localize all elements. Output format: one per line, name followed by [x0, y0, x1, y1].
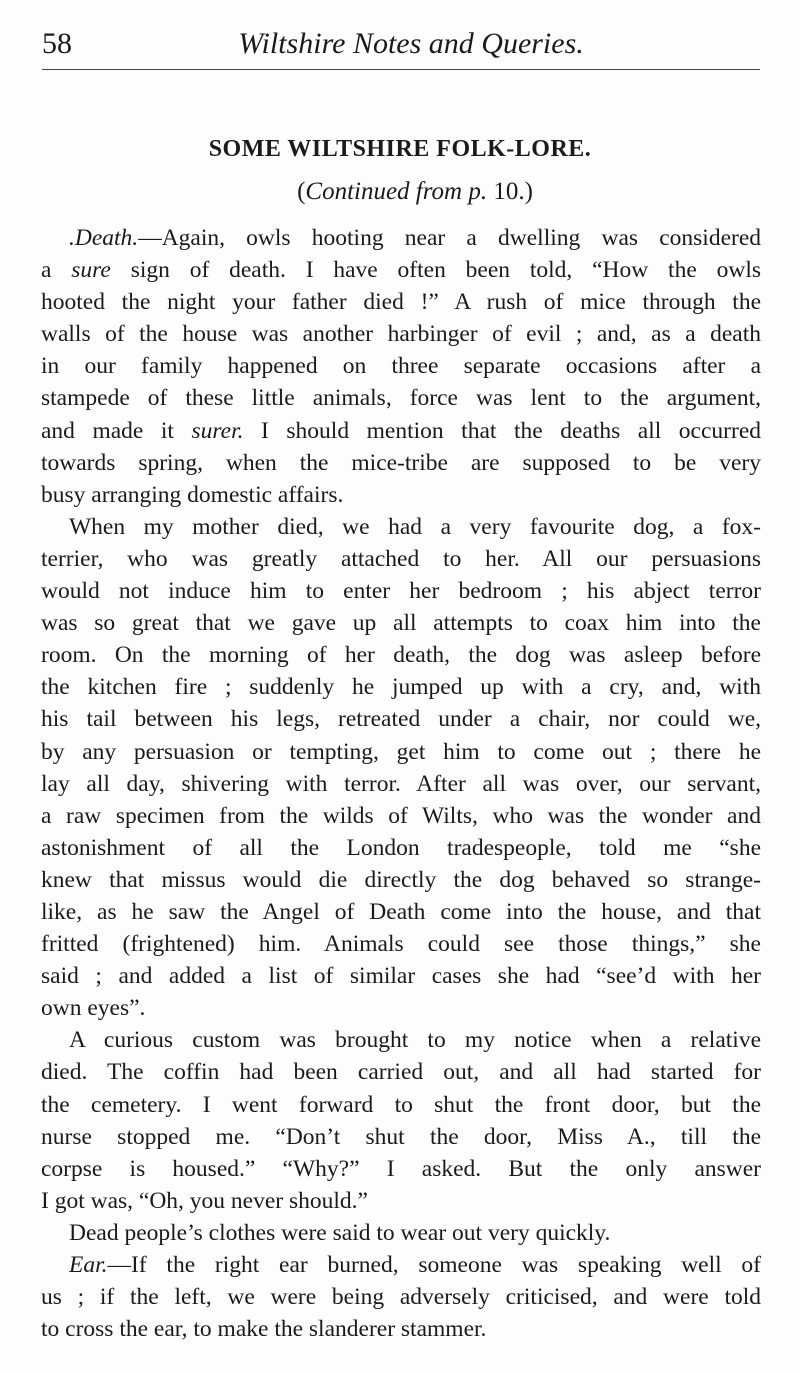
text-line — [41, 1281, 761, 1313]
italic-text: sure — [71, 257, 111, 284]
text-line — [41, 1217, 761, 1249]
text-line — [41, 286, 761, 318]
text-run: stampede of these little animals, force was lent to the argument, — [41, 385, 761, 412]
text-line — [41, 575, 761, 607]
text-run: to cross the ear, to make the slanderer stammer. — [41, 1316, 487, 1343]
text-run: —If the right ear burned, someone was speaking well of — [107, 1252, 761, 1278]
text-run: —Again, owls hooting near a dwelling was considered — [138, 225, 761, 251]
text-line — [41, 960, 761, 992]
text-line — [41, 800, 761, 832]
text-line — [41, 1185, 761, 1217]
text-run: towards spring, when the mice-tribe are supposed to be very — [41, 449, 761, 476]
page-header — [42, 22, 760, 66]
text-line — [41, 318, 761, 350]
italic-text: .Death. — [69, 225, 139, 251]
text-line — [41, 1089, 761, 1121]
text-line — [41, 1121, 761, 1153]
italic-text: surer. — [191, 417, 244, 444]
text-run: nurse stopped me. “Don’t shut the door, Miss A., till the — [41, 1123, 761, 1150]
text-line — [41, 543, 761, 575]
text-line — [41, 1024, 761, 1056]
text-run: the cemetery. I went forward to shut the front door, but the — [41, 1091, 761, 1118]
text-line — [41, 350, 761, 382]
text-run: died. The coffin had been carried out, and all had started for — [41, 1059, 761, 1086]
text-run: corpse is housed.” “Why?” I asked. But the only answer — [41, 1155, 761, 1182]
text-line — [41, 447, 761, 479]
text-run: fritted (frightened) him. Animals could see those things,” she — [41, 931, 761, 958]
text-run: busy arranging domestic affairs. — [41, 481, 344, 508]
text-line — [41, 992, 761, 1024]
text-run: like, as he saw the Angel of Death come into the house, and that — [41, 898, 761, 925]
text-run: When my mother died, we had a very favourite dog, a fox- — [69, 513, 761, 540]
text-run: hooted the night your father died !” A rush of mice through the — [41, 289, 761, 316]
text-line — [41, 768, 761, 800]
text-run: I should mention that the deaths all occurred — [243, 417, 761, 444]
text-run: the kitchen fire ; suddenly he jumped up with a cry, and, with — [41, 674, 761, 701]
text-run: knew that missus would die directly the dog behaved so strange- — [41, 866, 761, 893]
text-line — [41, 479, 761, 511]
subtitle-page: 10.) — [487, 178, 533, 205]
text-run: was so great that we gave up all attempts to coax him into the — [41, 610, 761, 637]
article-subtitle — [0, 178, 800, 206]
text-line — [41, 1056, 761, 1088]
text-line — [41, 832, 761, 864]
text-run: lay all day, shivering with terror. After all was over, our servant, — [41, 770, 761, 797]
text-line — [41, 607, 761, 639]
text-line — [41, 415, 761, 447]
text-line — [41, 222, 761, 254]
text-run: A curious custom was brought to my notice when a relative — [69, 1027, 761, 1054]
text-line — [41, 1153, 761, 1185]
text-run: room. On the morning of her death, the dog was asleep before — [41, 642, 761, 669]
text-line — [41, 928, 761, 960]
text-line — [41, 736, 761, 768]
text-line — [41, 511, 761, 543]
text-line — [41, 639, 761, 671]
text-run: a — [41, 257, 72, 284]
text-line — [41, 1249, 761, 1281]
text-run: Dead people’s clothes were said to wear out very quickly. — [69, 1219, 611, 1246]
subtitle-italic: Continued from p. — [305, 178, 488, 205]
article-body — [41, 222, 761, 1345]
text-run: his tail between his legs, retreated under a chair, nor could we, — [41, 706, 761, 733]
text-line — [41, 864, 761, 896]
text-run: said ; and added a list of similar cases she had “see’d with her — [41, 963, 761, 990]
text-run: sign of death. I have often been told, “How the owls — [110, 257, 761, 284]
text-run: would not induce him to enter her bedroom ; his abject terror — [41, 578, 761, 605]
text-run: terrier, who was greatly attached to her. All our persuasions — [41, 545, 761, 572]
text-run: in our family happened on three separate occasions after a — [41, 353, 761, 380]
italic-text: Ear. — [69, 1252, 108, 1278]
text-line — [41, 1313, 761, 1345]
article-title: SOME WILTSHIRE FOLK-LORE. — [208, 136, 592, 162]
header-rule — [42, 69, 760, 70]
text-run: own eyes”. — [41, 995, 146, 1022]
text-run: walls of the house was another harbinger of evil ; and, as a death — [41, 321, 761, 348]
text-run: us ; if the left, we were being adversely criticised, and were told — [41, 1284, 761, 1311]
text-run: astonishment of all the London tradespeople, told me “she — [41, 834, 761, 861]
text-run: by any persuasion or tempting, get him to come out ; there he — [41, 738, 761, 765]
running-title: Wiltshire Notes and Queries. — [238, 27, 584, 60]
text-run: I got was, “Oh, you never should.” — [41, 1187, 368, 1214]
subtitle-paren: ( — [297, 178, 306, 205]
text-line — [41, 896, 761, 928]
text-run: and made it — [41, 417, 192, 444]
text-run: a raw specimen from the wilds of Wilts, who was the wonder and — [41, 802, 761, 829]
text-line — [41, 254, 761, 286]
text-line — [41, 703, 761, 735]
text-line — [41, 671, 761, 703]
text-line — [41, 382, 761, 414]
page-number: 58 — [42, 27, 72, 60]
